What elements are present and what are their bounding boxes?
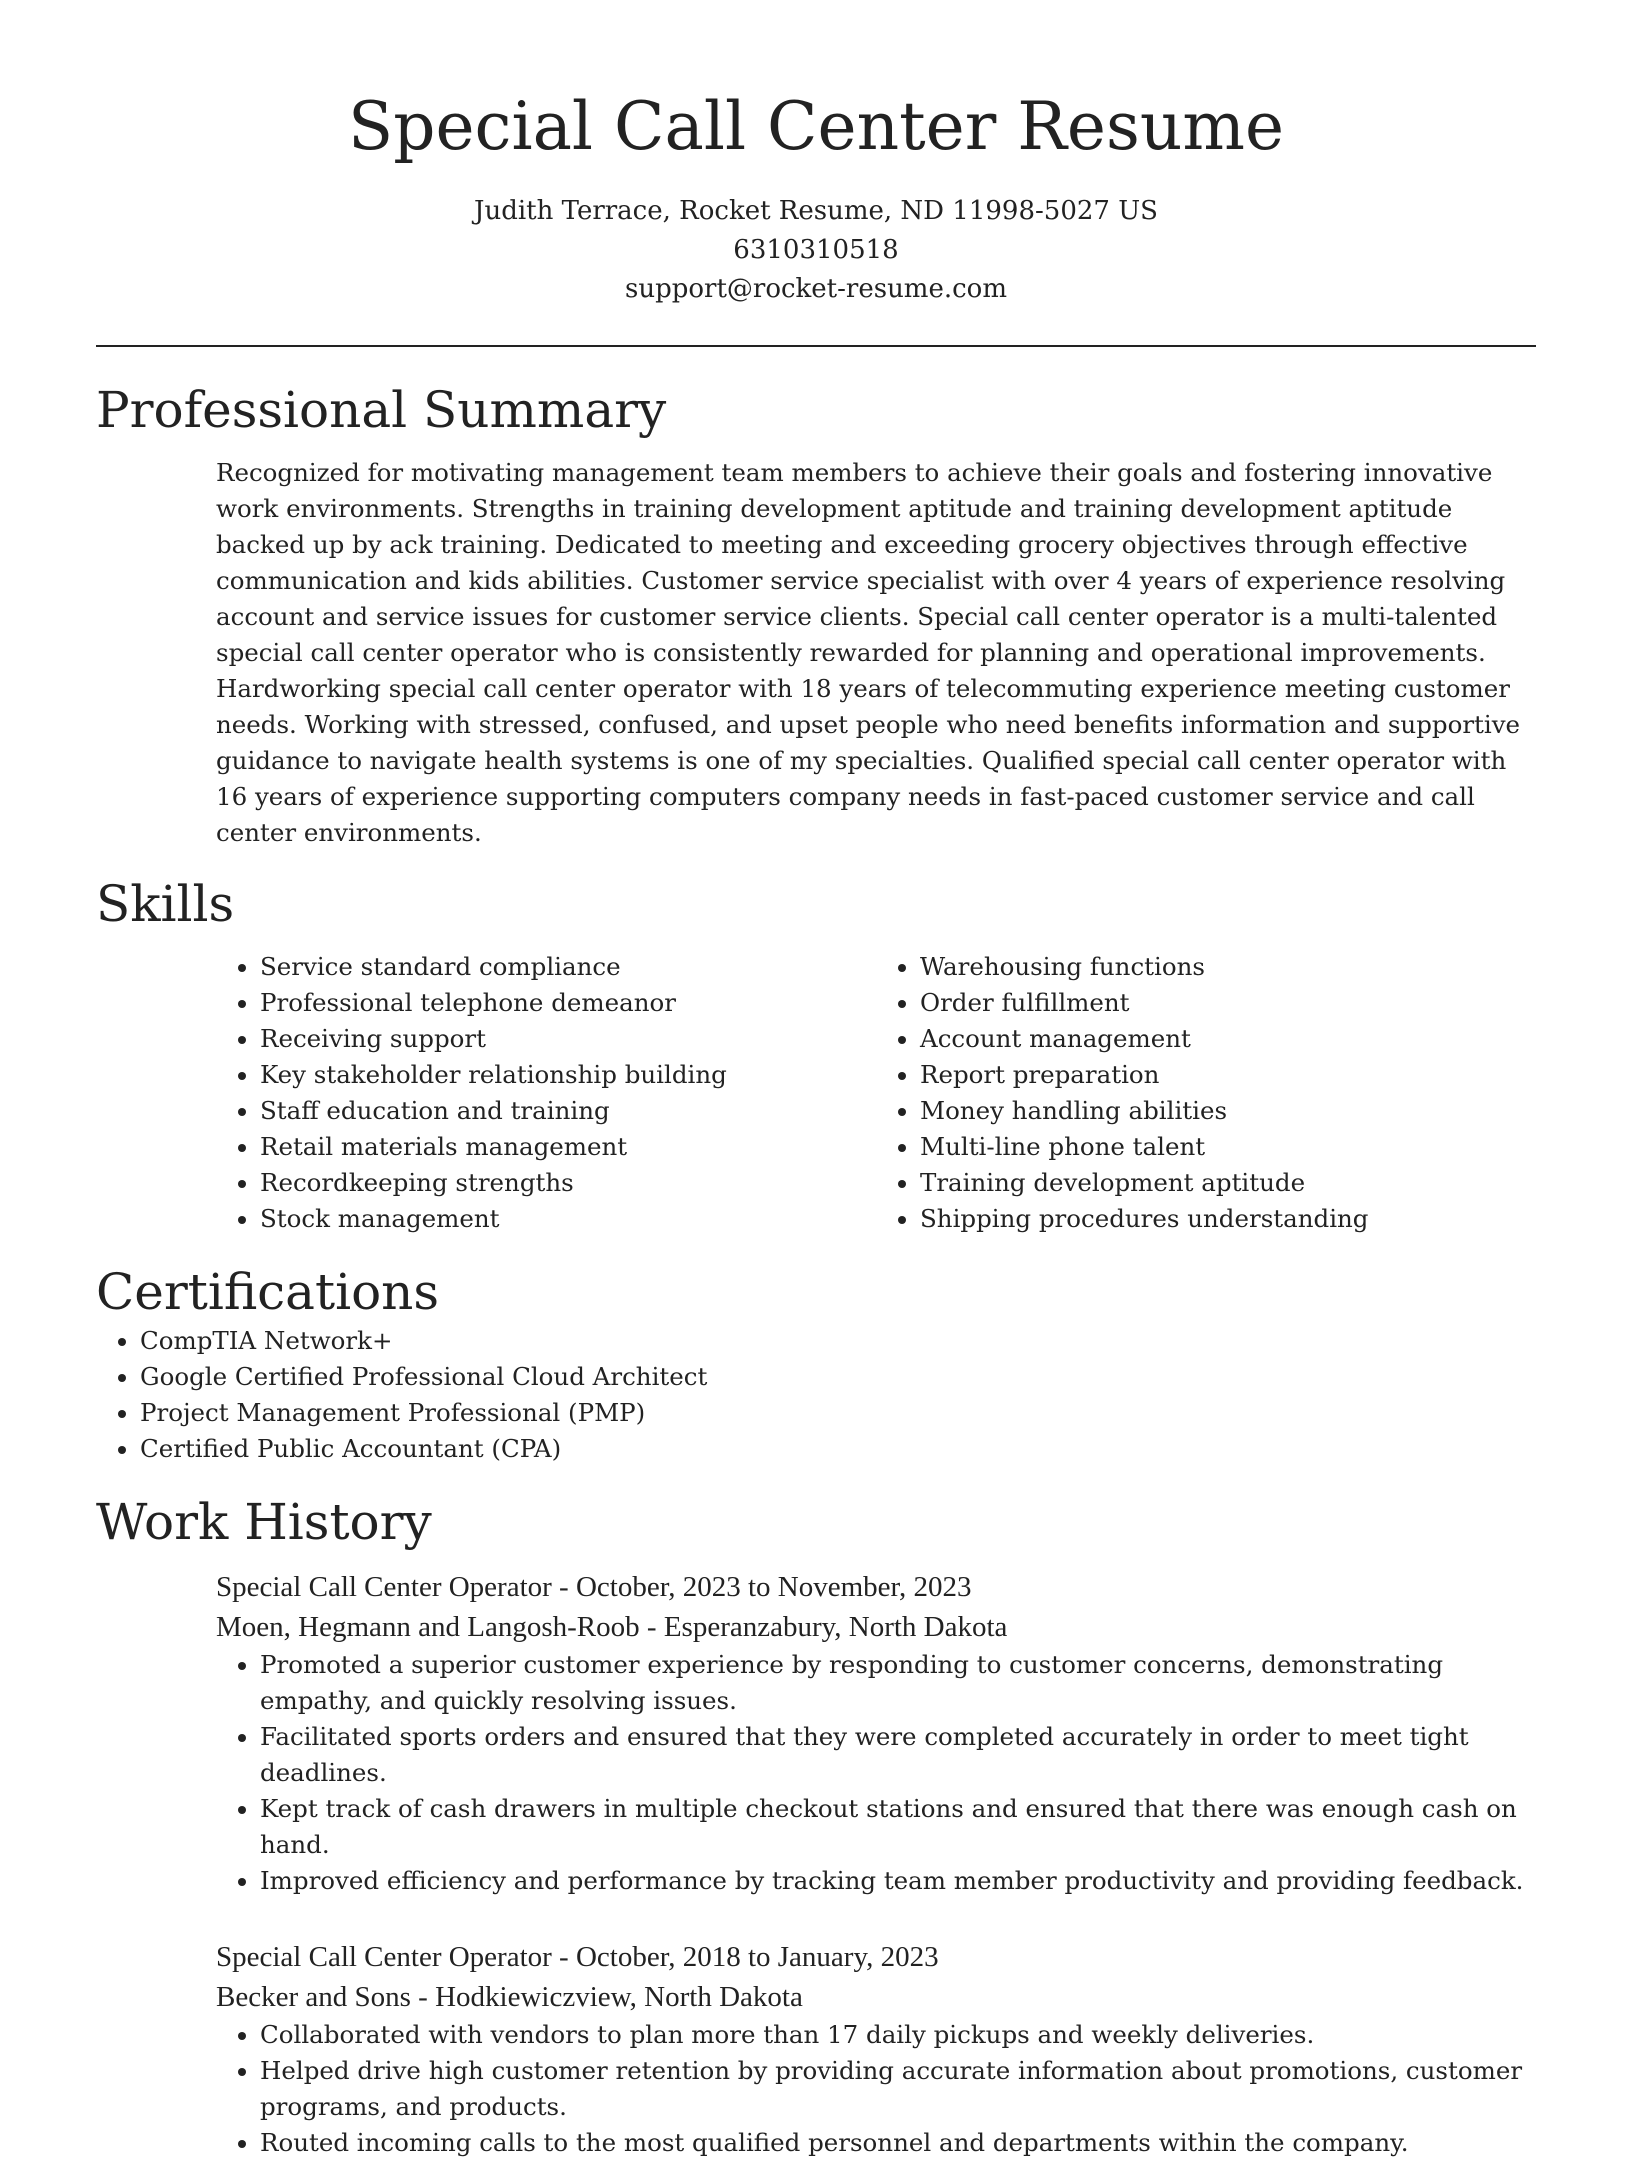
skill-item: • Multi-line phone talent [920, 1129, 1536, 1165]
skill-item: • Professional telephone demeanor [260, 985, 876, 1021]
certification-item: • Google Certified Professional Cloud Architect [140, 1359, 1536, 1395]
certifications-list [96, 1323, 1536, 1467]
job-title-line: Special Call Center Operator - October, 2023 to November, 2023 [216, 1571, 972, 1603]
job-role: Special Call Center Operator [216, 1571, 552, 1603]
section-heading-skills: Skills [96, 875, 235, 933]
skill-item: • Report preparation [920, 1057, 1536, 1093]
job-bullet: • Improved efficiency and performance by tracking team member productivity and providing feedback. [260, 1863, 1536, 1899]
skill-item: • Order fulfillment [920, 985, 1536, 1021]
skills-section [96, 873, 1536, 1237]
job-bullet: • Promoted a superior customer experience by responding to customer concerns, demonstrating empathy, and quickly resolving issues. [260, 1647, 1536, 1719]
skills-list-right [876, 949, 1536, 1237]
header-divider [96, 345, 1536, 347]
job-dates: October, 2023 to November, 2023 [575, 1571, 972, 1603]
job-dates: October, 2018 to January, 2023 [575, 1941, 939, 1973]
resume-title: Special Call Center Resume [347, 88, 1285, 165]
skill-item: • Receiving support [260, 1021, 876, 1057]
skill-item: • Training development aptitude [920, 1165, 1536, 1201]
professional-summary-section [96, 379, 1536, 851]
job-company: Becker and Sons [216, 1981, 411, 2013]
job-bullet: • Helped drive high customer retention by providing accurate information about promotions, customer programs, and products. [260, 2053, 1536, 2125]
job-bullet: • Facilitated sports orders and ensured that they were completed accurately in order to meet tight deadlines. [260, 1719, 1536, 1791]
certification-item: • Project Management Professional (PMP) [140, 1395, 1536, 1431]
job-title-line: Special Call Center Operator - October, 2018 to January, 2023 [216, 1941, 939, 1973]
job-bullet: • Kept track of cash drawers in multiple checkout stations and ensured that there was enough cash on hand. [260, 1791, 1536, 1863]
section-heading-certifications: Certifications [96, 1263, 440, 1321]
skill-item: • Shipping procedures understanding [920, 1201, 1536, 1237]
job-entry [216, 1567, 1536, 1899]
skill-item: • Service standard compliance [260, 949, 876, 985]
skill-item: • Account management [920, 1021, 1536, 1057]
section-heading-work-history: Work History [96, 1493, 432, 1551]
summary-paragraph: Recognized for motivating management team members to achieve their goals and fostering innovative work environments. Strengths in training development aptitude and training development aptitude backed up by ack training. Dedicated to meeting and exceeding grocery objectives through effective communication and kids abilities. Customer service specialist with over 4 years of experience resolving account and service issues for customer service clients. Special call center operator is a multi-talented special call center operator who is consistently rewarded for planning and operational improvements. Hardworking special call center operator with 18 years of telecommuting experience meeting customer needs. Working with stressed, confused, and upset people who need benefits information and supportive guidance to navigate health systems is one of my specialties. Qualified special call center operator with 16 years of experience supporting computers company needs in fast-paced customer service and call center environments. [216, 458, 1521, 847]
skills-grid [216, 949, 1536, 1237]
job-company: Moen, Hegmann and Langosh-Roob [216, 1611, 640, 1643]
job-location: Hodkiewiczview, North Dakota [435, 1981, 803, 2013]
job-bullet: • Routed incoming calls to the most qualified personnel and departments within the company. [260, 2125, 1536, 2161]
job-bullet-list [216, 1647, 1536, 1899]
work-history-section [96, 1491, 1536, 2161]
skill-item: • Recordkeeping strengths [260, 1165, 876, 1201]
skill-item: • Key stakeholder relationship building [260, 1057, 876, 1093]
certification-item: • Certified Public Accountant (CPA) [140, 1431, 1536, 1467]
job-bullet-list [216, 2017, 1536, 2161]
address-line: Judith Terrace, Rocket Resume, ND 11998-5027 US [474, 196, 1158, 226]
job-company-line: Becker and Sons - Hodkiewiczview, North Dakota [216, 1981, 803, 2013]
section-heading-summary: Professional Summary [96, 381, 667, 439]
skill-item: • Stock management [260, 1201, 876, 1237]
certification-item: • CompTIA Network+ [140, 1323, 1536, 1359]
skill-item: • Warehousing functions [920, 949, 1536, 985]
skill-item: • Retail materials management [260, 1129, 876, 1165]
job-entry [216, 1937, 1536, 2161]
job-role: Special Call Center Operator [216, 1941, 552, 1973]
certifications-section [96, 1261, 1536, 1467]
contact-block [96, 192, 1536, 309]
job-bullet: • Collaborated with vendors to plan more than 17 daily pickups and weekly deliveries. [260, 2017, 1536, 2053]
phone-line: 6310310518 [733, 235, 899, 265]
job-company-line: Moen, Hegmann and Langosh-Roob - Esperanzabury, North Dakota [216, 1611, 1008, 1643]
skill-item: • Staff education and training [260, 1093, 876, 1129]
email-line: support@rocket-resume.com [624, 274, 1007, 304]
job-location: Esperanzabury, North Dakota [663, 1611, 1008, 1643]
skill-item: • Money handling abilities [920, 1093, 1536, 1129]
skills-list-left [216, 949, 876, 1237]
